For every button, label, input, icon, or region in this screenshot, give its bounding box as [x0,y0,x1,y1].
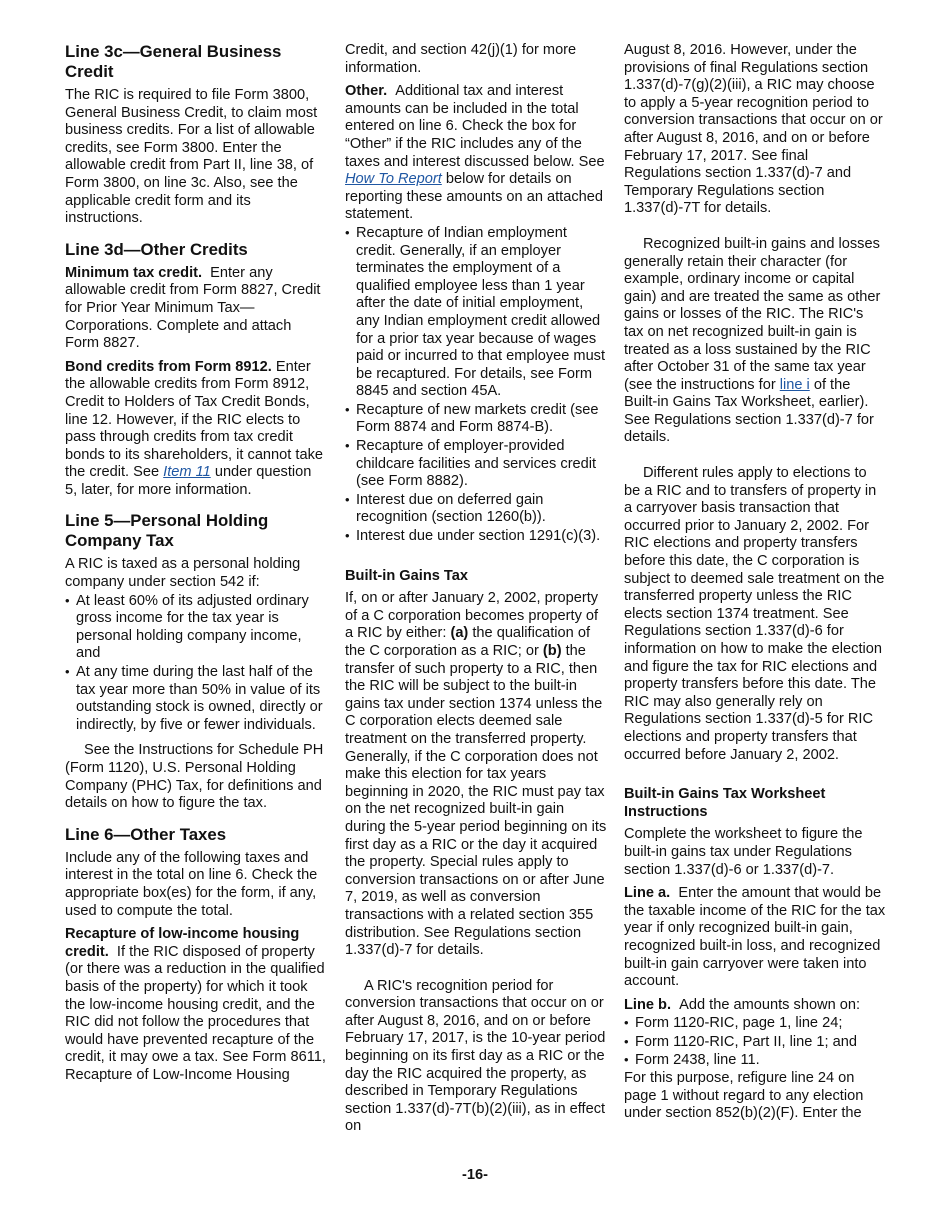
bond-text-2: under question 5, later, for more information. [65,464,312,498]
recapture-paragraph [65,926,327,1084]
line-5-see-paragraph: See the Instructions for Schedule PH (Form 1120), U.S. Personal Holding Company (PHC) Tax, for definitions and details on how to figure the tax. [65,742,324,812]
big-label-a: (a) [450,625,469,642]
heading-line-3c: Line 3c—General Business Credit [65,42,282,81]
heading-line-6: Line 6—Other Taxes [65,824,227,844]
list-item: • Recapture of new markets credit (see Form 8874 and Form 8874-B). [345,401,607,437]
char-text: Recognized built-in gains and losses generally retain their character (for example, ordinary income or capital gain) and are treated the same as other gains or losses of the RIC. The RIC's tax on net recognized built-in gain is treated as a loss sustained by the RIC after October 31 of the same tax year (see the instructions for [624,235,881,393]
big-text-3: the transfer of such property to a RIC, then the RIC will be subject to the built-in gains tax under section 1374 unless the C corporation elects deemed sale treatment on the transferred property. Generally, if the C corporation does not make this election for tax years beginning in 2020, the RIC must pay tax on the net recognized built-in gain during the 5-year period beginning on its first day as a RIC or the day it acquired the property. Special rules apply to conversion transactions on or after June 7, 2019, as well as conversion transactions with a related section 355 distribution. See Regulations section 1.337(d)-7 for details. [345,643,607,959]
list-item: • Interest due on deferred gain recognition (section 1260(b)). [345,491,607,527]
line-6-text: Include any of the following taxes and interest in the total on line 6. Check the appropriate box(es) for the form, if any, used to compute the total. [65,849,318,919]
min-tax-text: Enter any allowable credit from Form 8827, Credit for Prior Year Minimum Tax—Corporations. Complete and attach Form 8827. [65,264,321,352]
line-b-text: Add the amounts shown on: [679,996,861,1013]
char-text-2: of the Built-in Gains Tax Worksheet, earlier). See Regulations section 1.337(d)-7 for details. [624,376,874,446]
list-item: • At least 60% of its adjusted ordinary gross income for the tax year is personal holding company income, and [65,592,327,663]
different-rules-paragraph: Different rules apply to elections to be a RIC and to transfers of property in a carryover basis transaction that occurred prior to January 2, 2002. For RIC elections and property transfers before this date, the C corporation is subject to deemed sale treatment on the transferred property unless the RIC elects section 1374 treatment. See Regulations section 1.337(d)-6 for information on how to make the election and figure the tax for RIC elections and property transfers before this date. The RIC may also generally rely on Regulations section 1.337(d)-5 for RIC elections and property transfers that occurred before January 2, 2002. [624,465,885,763]
column-middle [345,42,607,1142]
character-paragraph [624,236,886,447]
bond-text: Enter the allowable credits from Form 8912, Credit to Holders of Tax Credit Bonds, line 12. However, if the RIC elects to pass through credits from tax credit bonds to its shareholders, it cannot take the credit. See [65,358,323,481]
heading-line-5: Line 5—Personal Holding Company Tax [65,511,269,551]
big-label-b: (b) [542,643,562,659]
heading-line-3d: Line 3d—Other Credits [65,239,248,259]
recognition-period-paragraph: A RIC's recognition period for conversion transactions that occur on or after August 8, 2016, and on or before February 17, 2017, is the 10-year period beginning on its first day as a RIC or the day the RIC acquired the property, as described in Temporary Regulations section 1.337(d)-7T(b)(2)(iii), as in effect on [345,977,606,1135]
refigure-paragraph: For this purpose, refigure line 24 on page 1 without regard to any election under section 852(b)(2)(F). Enter the [624,1070,864,1122]
continued-paragraph: Credit, and section 42(j)(1) for more information. [345,42,577,76]
other-text-2: below for details on reporting these amounts on an attached statement. [345,171,603,223]
line-a-paragraph [624,885,886,991]
page-number: -16- [462,1167,488,1183]
heading-built-in-gains-tax: Built-in Gains Tax [345,567,468,584]
line-3c-text: The RIC is required to file Form 3800, General Business Credit, to claim most business credits. For a list of allowable credits, see Form 3800. Enter the allowable credit from Part II, line 38, of Form 3800, on line 3c. Also, see the applicable credit form and its instructions. [65,87,318,227]
item-11-link[interactable]: Item 11 [163,464,211,481]
built-in-gains-paragraph [345,590,607,959]
list-item: • Interest due under section 1291(c)(3). [345,527,607,546]
heading-worksheet-instructions: Built-in Gains Tax Worksheet Instructions [624,786,826,820]
min-tax-lead: Minimum tax credit. [65,264,203,281]
other-text: Additional tax and interest amounts can be included in the total entered on line 6. Check the box for “Other” if the RIC includes any of the taxes and interest discussed below. See [345,83,605,170]
list-item: • Form 1120-RIC, page 1, line 24; [624,1014,886,1033]
min-tax-credit-paragraph [65,265,327,353]
line-a-text: Enter the amount that would be the taxable income of the RIC for the tax year if only recognized built-in gain, recognized built-in loss, and recognized built-in gain carryover were taken into account. [624,885,886,990]
bond-lead: Bond credits from Form 8912. [65,358,272,375]
bond-credits-paragraph [65,359,327,500]
line-5-intro: A RIC is taxed as a personal holding company under section 542 if: [65,556,301,591]
recapture-lead: Recapture of low-income housing credit. [65,926,300,960]
line-i-link[interactable]: line i [779,376,810,393]
worksheet-intro: Complete the worksheet to figure the built-in gains tax under Regulations section 1.337(d)-6 or 1.337(d)-7. [624,826,863,878]
big-text-2: the qualification of the C corporation as a RIC; or [345,625,591,659]
column-right [624,42,886,1129]
continued-paragraph: August 8, 2016. However, under the provisions of final Regulations section 1.337(d)-7(g)(2)(iii), a RIC may choose to apply a 5-year recognition period to conversion transactions that occur on or after August 8, 2016, and on or before February 17, 2017. See final Regulations section 1.337(d)-7 and Temporary Regulations section 1.337(d)-7T for details. [624,42,883,217]
line-b-paragraph [624,997,886,1015]
other-lead: Other. [345,83,388,100]
recapture-text: If the RIC disposed of property (or there was a reduction in the qualified basis of the property) for which it took the low-income housing credit, and the RIC did not follow the procedures that would have prevented recapture of the credit, it may owe a tax. See Form 8611, Recapture of Low-Income Housing [65,943,326,1083]
big-text-1: If, on or after January 2, 2002, property of a C corporation becomes property of a RIC by either: [345,590,599,642]
list-item: • Form 2438, line 11. [624,1051,886,1070]
list-item: • At any time during the last half of the tax year more than 50% in value of its outstanding stock is owned, directly or indirectly, by five or fewer individuals. [65,663,327,734]
line-a-lead: Line a. [624,885,671,902]
other-paragraph [345,83,607,224]
list-item: • Form 1120-RIC, Part II, line 1; and [624,1033,886,1052]
list-item: • Recapture of Indian employment credit. Generally, if an employer terminates the employment of a qualified employee less than 1 year after the date of initial employment, any Indian employment credit allowed for a prior tax year because of wages paid or incurred to that employee must be recaptured. For details, see Form 8845 and section 45A. [345,224,607,401]
how-to-report-link[interactable]: How To Report [345,171,442,188]
column-left [65,42,327,1091]
list-item: • Recapture of employer-provided childcare facilities and services credit (see Form 8882). [345,437,607,491]
line-b-lead: Line b. [624,996,672,1013]
